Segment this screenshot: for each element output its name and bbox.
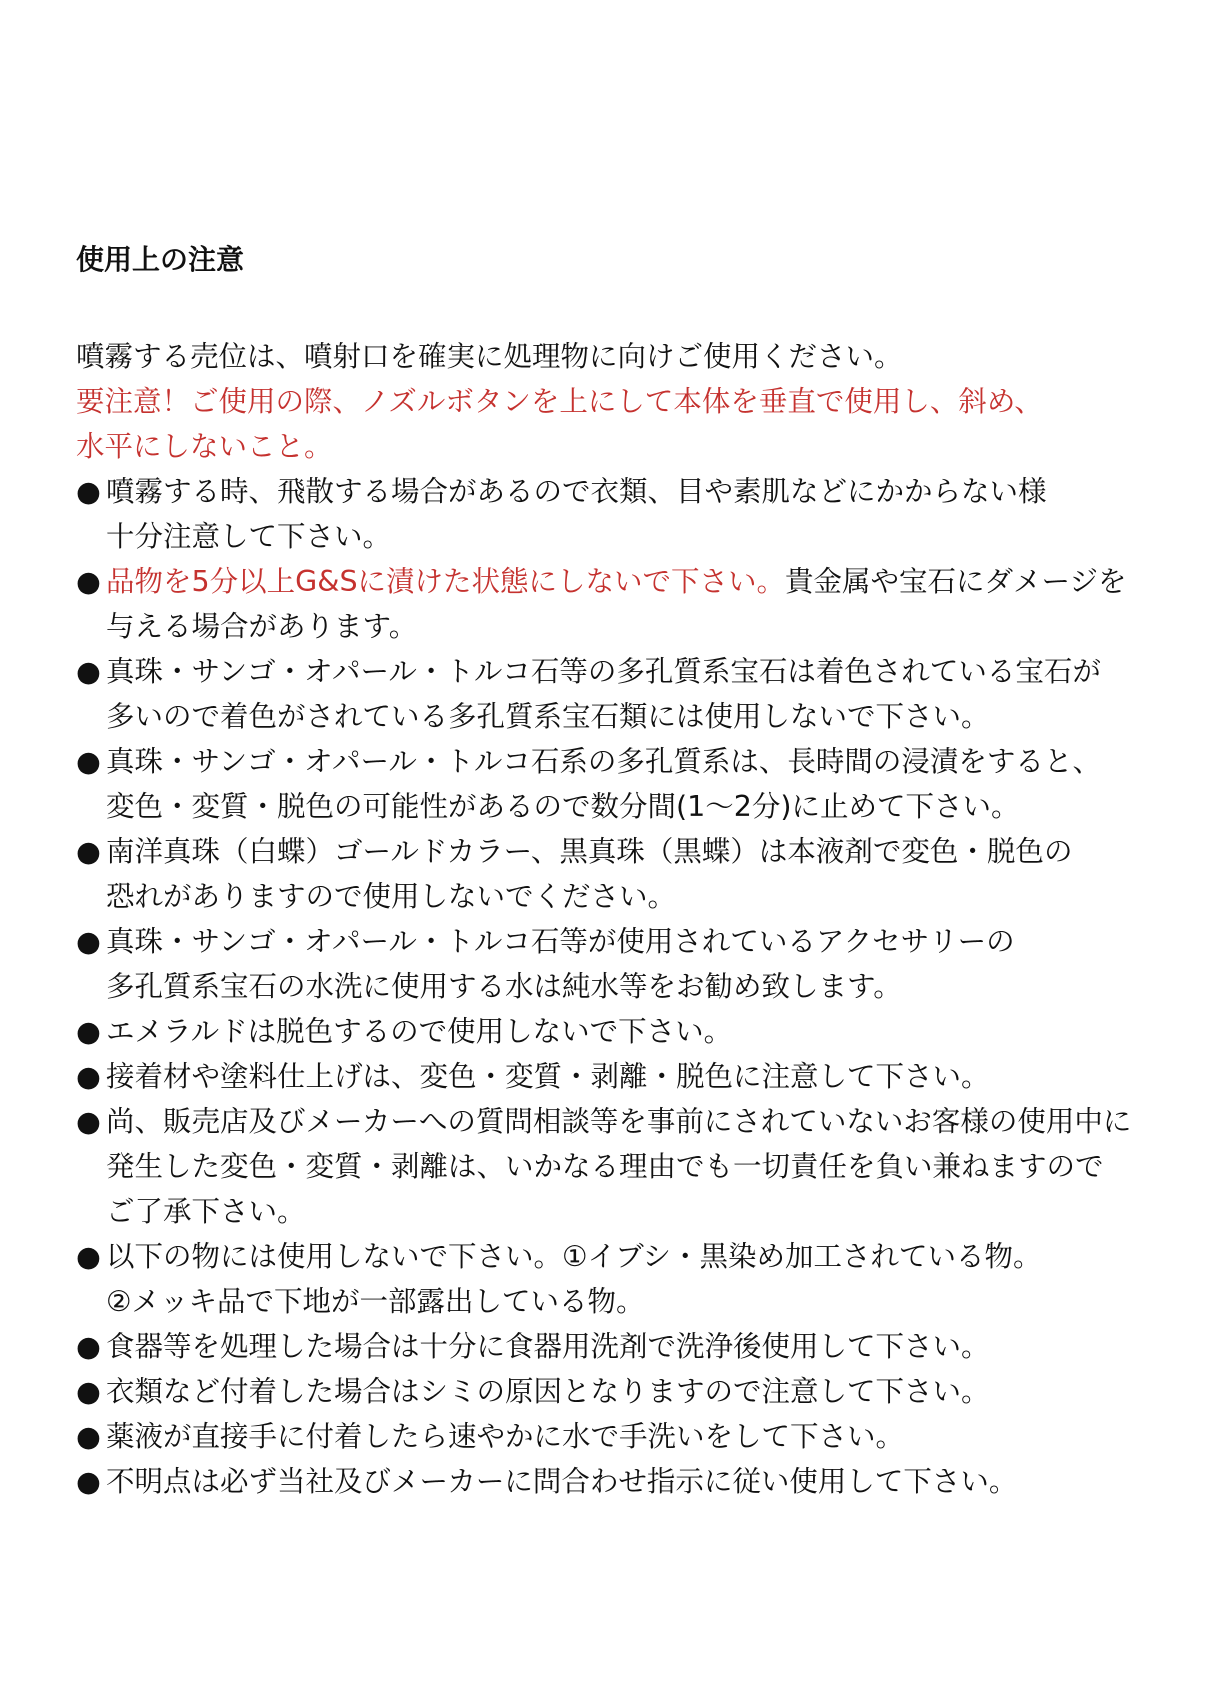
caution-text: 不明点は必ず当社及びメーカーに問合わせ指示に従い使用して下さい。: [106, 1465, 1018, 1498]
caution-text: 十分注意して下さい。: [106, 520, 392, 553]
caution-text: 食器等を処理した場合は十分に食器用洗剤で洗浄後使用して下さい。: [106, 1330, 990, 1363]
caution-text: 貴金属や宝石にダメージを: [785, 565, 1127, 598]
caution-text: 薬液が直接手に付着したら速やかに水で手洗いをして下さい。: [106, 1420, 905, 1453]
caution-item: [76, 559, 1186, 649]
caution-list: [76, 469, 1186, 1504]
caution-text: 真珠・サンゴ・オパール・トルコ石等の多孔質系宝石は着色されている宝石が: [106, 655, 1101, 688]
caution-item: [76, 469, 1186, 559]
caution-item: [76, 1099, 1186, 1234]
caution-text: 恐れがありますので使用しないでください。: [106, 880, 677, 913]
intro-line: 噴霧する売位は、噴射口を確実に処理物に向けご使用ください。: [76, 340, 903, 373]
bullet-icon: ●: [76, 745, 101, 778]
caution-item: [76, 1414, 1186, 1459]
caution-text: 変色・変質・脱色の可能性があるので数分間(1〜2分)に止めて下さい。: [106, 790, 1020, 823]
bullet-icon: ●: [76, 1420, 101, 1453]
caution-text: 噴霧する時、飛散する場合があるので衣類、目や素肌などにかからない様: [106, 475, 1047, 508]
caution-item: [76, 1009, 1186, 1054]
caution-text: 衣類など付着した場合はシミの原因となりますので注意して下さい。: [106, 1375, 990, 1408]
caution-text: ②メッキ品で下地が一部露出している物。: [106, 1285, 645, 1318]
caution-text: 以下の物には使用しないで下さい。①イブシ・黒染め加工されている物。: [106, 1240, 1042, 1273]
caution-text: 真珠・サンゴ・オパール・トルコ石系の多孔質系は、長時間の浸漬をすると、: [106, 745, 1101, 778]
warning-line: 水平にしないこと。: [76, 430, 333, 463]
notes-body: [76, 334, 1186, 1504]
caution-text: 真珠・サンゴ・オパール・トルコ石等が使用されているアクセサリーの: [106, 925, 1015, 958]
caution-text: ご了承下さい。: [106, 1195, 306, 1228]
caution-text: 多いので着色がされている多孔質系宝石類には使用しないで下さい。: [106, 700, 990, 733]
caution-item: [76, 649, 1186, 739]
bullet-icon: ●: [76, 1330, 101, 1363]
bullet-icon: ●: [76, 655, 101, 688]
bullet-icon: ●: [76, 1375, 101, 1408]
bullet-icon: ●: [76, 1015, 101, 1048]
bullet-icon: ●: [76, 1060, 101, 1093]
bullet-icon: ●: [76, 565, 101, 598]
bullet-icon: ●: [76, 925, 101, 958]
caution-item: [76, 1369, 1186, 1414]
caution-text-warning: 品物を5分以上G&Sに漬けた状態にしないで下さい。: [106, 565, 786, 598]
bullet-icon: ●: [76, 475, 101, 508]
bullet-icon: ●: [76, 1465, 101, 1498]
caution-item: [76, 1324, 1186, 1369]
bullet-icon: ●: [76, 835, 101, 868]
caution-text: 発生した変色・変質・剥離は、いかなる理由でも一切責任を負い兼ねますので: [106, 1150, 1104, 1183]
caution-text: 南洋真珠（白蝶）ゴールドカラー、黒真珠（黒蝶）は本液剤で変色・脱色の: [106, 835, 1073, 868]
caution-text: エメラルドは脱色するので使用しないで下さい。: [106, 1015, 733, 1048]
caution-text: 接着材や塗料仕上げは、変色・変質・剥離・脱色に注意して下さい。: [106, 1060, 990, 1093]
caution-item: [76, 1459, 1186, 1504]
caution-item: [76, 829, 1186, 919]
bullet-icon: ●: [76, 1105, 101, 1138]
caution-item: [76, 1234, 1186, 1324]
page-title: 使用上の注意: [76, 243, 245, 276]
caution-item: [76, 739, 1186, 829]
caution-item: [76, 1054, 1186, 1099]
caution-text: 尚、販売店及びメーカーへの質問相談等を事前にされていないお客様の使用中に: [106, 1105, 1132, 1138]
caution-text: 多孔質系宝石の水洗に使用する水は純水等をお勧め致します。: [106, 970, 902, 1003]
warning-line: 要注意！ご使用の際、ノズルボタンを上にして本体を垂直で使用し、斜め、: [76, 385, 1043, 418]
caution-text: 与える場合があります。: [106, 610, 418, 643]
caution-item: [76, 919, 1186, 1009]
bullet-icon: ●: [76, 1240, 101, 1273]
